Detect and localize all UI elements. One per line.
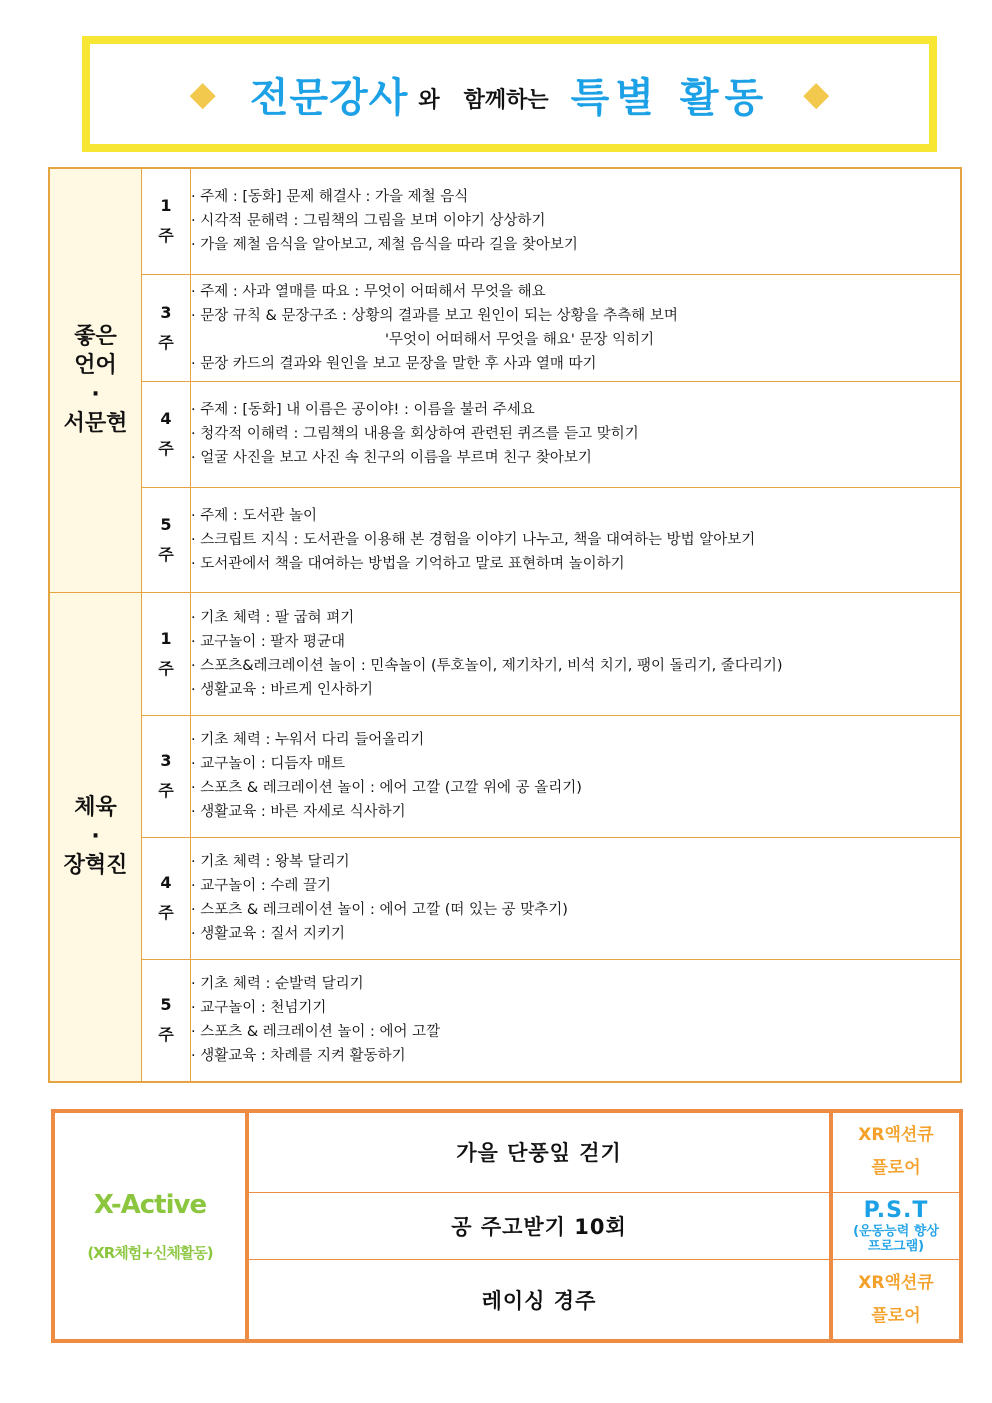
week-cell — [142, 487, 191, 592]
content-line: · 기초 체력 : 순발력 달리기 — [191, 976, 364, 993]
week-unit: 주 — [158, 658, 174, 678]
week-number: 4 — [160, 409, 172, 428]
category-line: 좋은 — [74, 324, 117, 350]
content-line: · 생활교육 : 차례를 지켜 활동하기 — [191, 1048, 406, 1065]
week-cell — [142, 959, 191, 1082]
week-content — [191, 168, 962, 274]
title-part-instructor: 전문강사 — [249, 74, 409, 121]
activity-cell: 공 주고받기 10회 — [247, 1192, 831, 1260]
week-content — [191, 715, 962, 837]
content-line: · 교구놀이 : 천넘기기 — [191, 1000, 327, 1017]
title-banner — [82, 36, 937, 152]
content-line: · 얼굴 사진을 보고 사진 속 친구의 이름을 부르며 친구 찾아보기 — [191, 450, 592, 466]
week-unit: 주 — [158, 1025, 174, 1045]
content-line: · 교구놀이 : 수레 끌기 — [191, 878, 331, 894]
content-line: · 주제 : 도서관 놀이 — [191, 507, 317, 524]
content-line: · 청각적 이해력 : 그림책의 내용을 회상하여 관련된 퀴즈를 듣고 맞히기 — [191, 426, 639, 442]
table-row — [53, 1111, 961, 1192]
week-unit: 주 — [158, 903, 174, 922]
content-line: · 스포츠&레크레이션 놀이 : 민속놀이 (투호놀이, 제기차기, 비석 치기, 팽이 돌리기, 줄다리기) — [191, 657, 783, 674]
content-line: · 문장 카드의 결과와 원인을 보고 문장을 말한 후 사과 열매 따기 — [191, 355, 597, 372]
category-cell-pe — [49, 592, 142, 1082]
week-cell — [142, 168, 191, 274]
title-part-together: 함께하는 — [463, 87, 549, 113]
content-line: · 주제 : 사과 열매를 따요 : 무엇이 어떠해서 무엇을 해요 — [191, 283, 546, 300]
week-unit: 주 — [158, 439, 174, 458]
content-line: · 기초 체력 : 팔 굽혀 펴기 — [191, 609, 355, 626]
xactive-label-cell — [53, 1111, 247, 1341]
content-line: · 문장 규칙 & 문장구조 : 상황의 결과를 보고 원인이 되는 상황을 추측해 보며 — [191, 307, 678, 324]
content-line: '무엇이 어떠해서 무엇을 해요' 문장 익히기 — [385, 331, 655, 348]
week-content — [191, 381, 962, 487]
content-line: · 생활교육 : 질서 지키기 — [191, 926, 345, 942]
xactive-table — [51, 1109, 963, 1343]
content-line: · 스포츠 & 레크레이션 놀이 : 에어 고깔 — [191, 1024, 441, 1041]
tag-line: P.S.T — [863, 1197, 929, 1223]
equipment-tag — [831, 1260, 961, 1341]
content-line: · 기초 체력 : 왕복 달리기 — [191, 854, 350, 870]
content-line: · 주제 : [동화] 문제 해결사 : 가을 제철 음식 — [191, 189, 469, 206]
week-number: 5 — [160, 514, 172, 534]
table-row — [49, 837, 961, 959]
week-cell — [142, 381, 191, 487]
activity-cell: 가을 단풍잎 걷기 — [247, 1111, 831, 1192]
week-cell — [142, 274, 191, 381]
content-line: · 가을 제철 음식을 알아보고, 제철 음식을 따라 길을 찾아보기 — [191, 237, 578, 254]
diamond-icon: ◆ — [189, 74, 216, 114]
category-line: 체육 — [74, 795, 117, 821]
category-line: · — [91, 382, 100, 408]
content-line: · 도서관에서 책을 대여하는 방법을 기억하고 말로 표현하며 놀이하기 — [191, 555, 625, 572]
title-part-special: 특별 활동 — [570, 74, 770, 121]
content-line: · 기초 체력 : 누워서 다리 들어올리기 — [191, 732, 425, 748]
equipment-tag — [831, 1111, 961, 1192]
content-line: · 생활교육 : 바르게 인사하기 — [191, 681, 374, 698]
content-line: · 생활교육 : 바른 자세로 식사하기 — [191, 804, 406, 820]
category-line: · — [91, 824, 100, 850]
title-part-with: 와 — [418, 87, 440, 113]
week-unit: 주 — [158, 544, 174, 564]
week-number: 1 — [160, 628, 172, 648]
category-line: 언어 — [74, 353, 117, 379]
week-content — [191, 959, 962, 1082]
xactive-subtitle: (XR체험+신체활동) — [87, 1243, 213, 1262]
xactive-title: X-Active — [93, 1189, 207, 1220]
week-number: 1 — [160, 196, 172, 216]
table-row — [49, 381, 961, 487]
week-cell — [142, 715, 191, 837]
table-row — [49, 274, 961, 381]
week-content — [191, 487, 962, 592]
tag-line: 프로그램) — [867, 1238, 925, 1254]
week-unit: 주 — [158, 226, 174, 246]
schedule-table — [48, 167, 962, 1083]
tag-line: XR액션큐 — [858, 1272, 934, 1293]
category-line: 서문현 — [63, 411, 128, 437]
table-row — [49, 959, 961, 1082]
week-number: 5 — [160, 995, 172, 1015]
equipment-tag — [831, 1192, 961, 1260]
category-cell-language — [49, 168, 142, 592]
content-line: · 시각적 문해력 : 그림책의 그림을 보며 이야기 상상하기 — [191, 213, 546, 230]
week-number: 3 — [160, 751, 172, 770]
content-line: · 교구놀이 : 디듬자 매트 — [191, 756, 345, 772]
content-line: · 스크립트 지식 : 도서관을 이용해 본 경험을 이야기 나누고, 책을 대여하는 방법 알아보기 — [191, 531, 756, 548]
week-unit: 주 — [158, 781, 174, 800]
content-line: · 스포츠 & 레크레이션 놀이 : 에어 고깔 (고깔 위에 공 올리기) — [191, 780, 582, 796]
diamond-icon: ◆ — [803, 74, 830, 114]
table-row — [49, 715, 961, 837]
week-cell — [142, 837, 191, 959]
tag-line: 플로어 — [871, 1158, 921, 1179]
week-content — [191, 274, 962, 381]
category-line: 장혁진 — [63, 853, 128, 879]
week-content — [191, 592, 962, 715]
content-line: · 스포츠 & 레크레이션 놀이 : 에어 고깔 (떠 있는 공 맞추기) — [191, 902, 568, 918]
tag-line: (운동능력 향상 — [853, 1223, 939, 1239]
tag-line: XR액션큐 — [858, 1125, 934, 1146]
week-cell — [142, 592, 191, 715]
week-unit: 주 — [158, 332, 174, 352]
table-row — [49, 487, 961, 592]
week-number: 4 — [160, 873, 172, 892]
week-content — [191, 837, 962, 959]
table-row — [49, 592, 961, 715]
content-line: · 교구놀이 : 팔자 평균대 — [191, 633, 345, 650]
table-row — [49, 168, 961, 274]
content-line: · 주제 : [동화] 내 이름은 공이야! : 이름을 불러 주세요 — [191, 402, 535, 418]
week-number: 3 — [160, 302, 172, 322]
activity-cell: 레이싱 경주 — [247, 1260, 831, 1341]
tag-line: 플로어 — [871, 1305, 921, 1326]
